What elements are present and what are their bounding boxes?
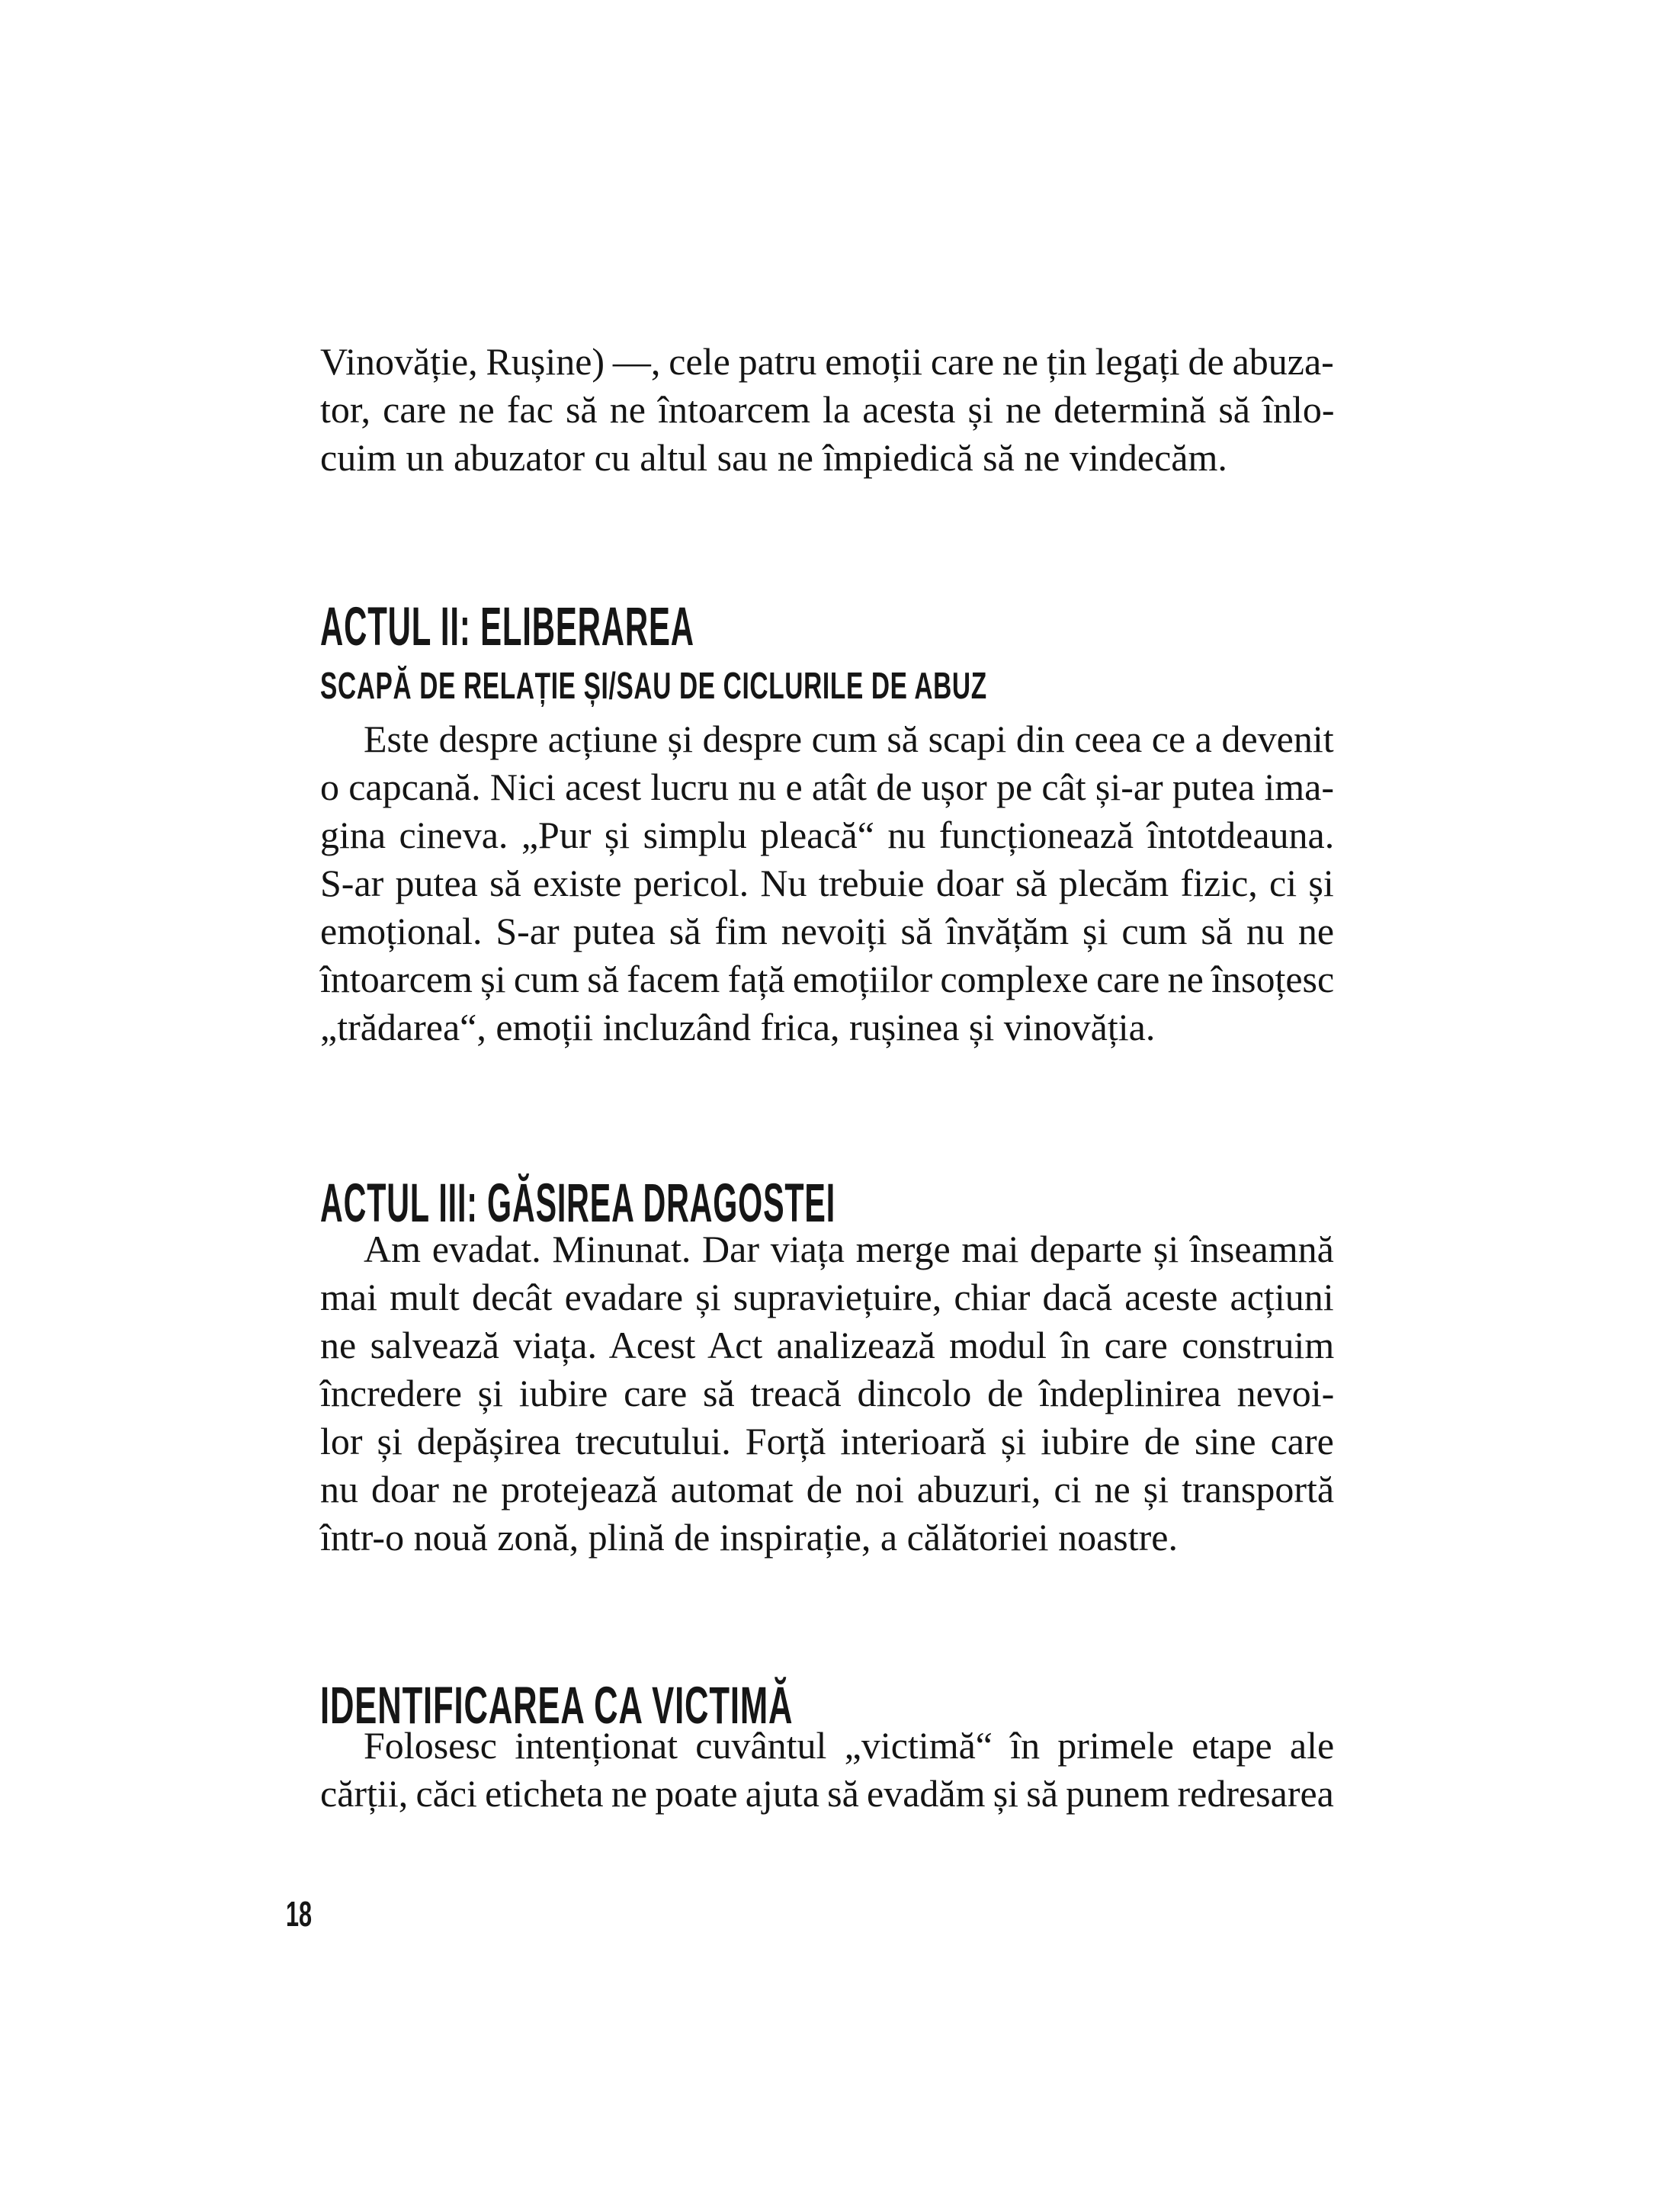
text-line: tor, care ne fac să ne întoarcem la acesta și ne determină să înlo- xyxy=(320,388,1335,431)
text-line: cuim un abuzator cu altul sau ne împiedică să ne vindecăm. xyxy=(320,436,1227,479)
paragraph-victim xyxy=(320,1722,1334,1818)
paragraph-act2 xyxy=(320,715,1334,1051)
text-line: Folosesc intenționat cuvântul „victimă“ în primele etape ale xyxy=(364,1724,1335,1767)
text-line: „trădarea“, emoții incluzând frica, rușinea și vinovăția. xyxy=(320,1006,1156,1048)
text-line: într-o nouă zonă, plină de inspirație, a călătoriei noastre. xyxy=(320,1516,1178,1559)
text-line: S-ar putea să existe pericol. Nu trebuie doar să plecăm fizic, ci și xyxy=(320,862,1334,904)
text-line: întoarcem și cum să facem față emoțiilor complexe care ne însoțesc xyxy=(320,958,1335,1000)
text-line: încredere și iubire care să treacă dincolo de îndeplinirea nevoi- xyxy=(320,1372,1335,1414)
paragraph-act3 xyxy=(320,1225,1334,1562)
text-line: Vinovăție, Rușine) —, cele patru emoții care ne țin legați de abuza- xyxy=(320,340,1334,383)
text-line: ne salvează viața. Acest Act analizează modul în care construim xyxy=(320,1324,1335,1366)
text-line: mai mult decât evadare și supraviețuire, chiar dacă aceste acțiuni xyxy=(320,1276,1334,1318)
heading-act3: ACTUL III: GĂSIREA DRAGOSTEI xyxy=(320,1173,836,1234)
heading-victim: IDENTIFICAREA CA VICTIMĂ xyxy=(320,1676,794,1735)
text-line: lor și depășirea trecutului. Forță interioară și iubire de sine care xyxy=(320,1420,1334,1462)
text-line: emoțional. S-ar putea să fim nevoiți să învățăm și cum să nu ne xyxy=(320,910,1335,952)
text-line: Am evadat. Minunat. Dar viața merge mai departe și înseamnă xyxy=(364,1228,1334,1270)
subheading-act2: SCAPĂ DE RELAȚIE ȘI/SAU DE CICLURILE DE ABUZ xyxy=(320,666,987,707)
text-line: cărții, căci eticheta ne poate ajuta să evadăm și să punem redresarea xyxy=(320,1772,1334,1815)
page-number: 18 xyxy=(286,1894,313,1934)
text-line: o capcană. Nici acest lucru nu e atât de ușor pe cât și-ar putea ima- xyxy=(320,766,1335,808)
heading-act2: ACTUL II: ELIBERAREA xyxy=(320,596,694,657)
text-line: nu doar ne protejează automat de noi abuzuri, ci ne și transportă xyxy=(320,1468,1335,1511)
text-line: Este despre acțiune și despre cum să scapi din ceea ce a devenit xyxy=(364,718,1334,760)
paragraph-intro xyxy=(320,338,1334,482)
text-line: gina cineva. „Pur și simplu pleacă“ nu funcționează întotdeauna. xyxy=(320,814,1335,856)
